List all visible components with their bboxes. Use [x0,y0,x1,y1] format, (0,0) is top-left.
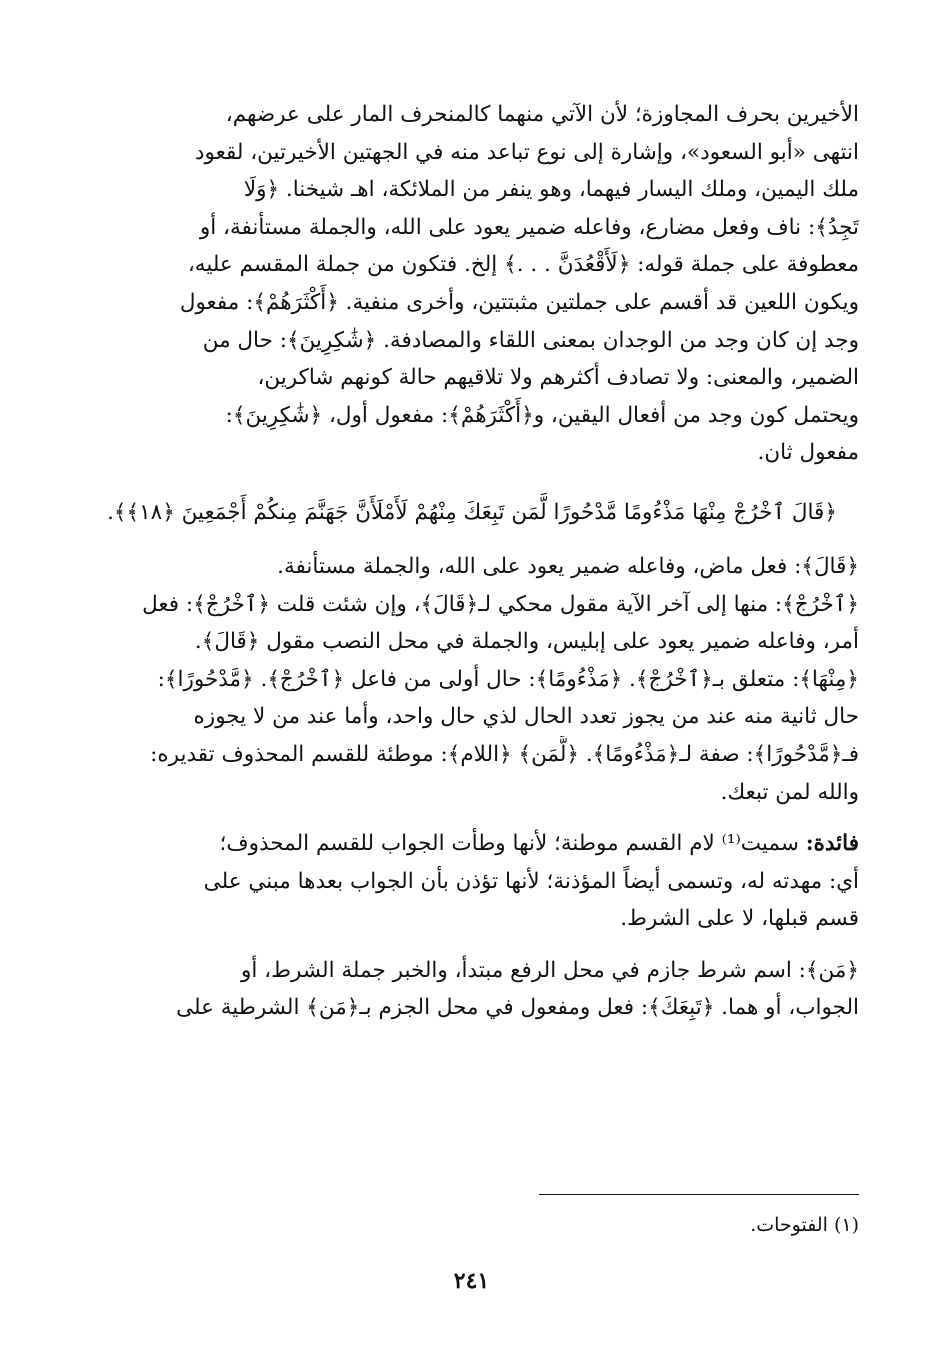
text-line: معطوفة على جملة قوله: ﴿لَأَقْعُدَنَّ . . .﴾ إلخ. فتكون من جملة المقسم عليه، [187,252,859,278]
footnote-divider [539,1194,859,1195]
text-line: أمر، وفاعله ضمير يعود على إبليس، والجملة في محل النصب مقول ﴿قَالَ﴾. [194,629,859,655]
text-line: ﴿مَن﴾: اسم شرط جازم في محل الرفع مبتدأ، والخبر جملة الشرط، أو [240,957,859,983]
quran-verse: ﴿قَالَ ٱخْرُجْ مِنْهَا مَذْءُومًا مَّدْحُورًا لَّمَن تَبِعَكَ مِنْهُمْ لَأَمْلَأَنَّ جَهَنَّمَ مِنكُمْ أَجْمَعِينَ ﴿١٨﴾﴾. [107,499,837,525]
text-line: الأخيرين بحرف المجاوزة؛ لأن الآتي منهما كالمنحرف المار على عرضهم، [225,102,859,127]
paragraph-1 [85,96,859,472]
footnote: (١) الفتوحات. [750,1214,859,1236]
text-line [85,825,859,863]
text-line: ويحتمل كون وجد من أفعال اليقين، و﴿أَكْثَرَهُمْ﴾: مفعول أول، ﴿شَٰكِرِينَ﴾: [225,402,859,428]
text-line: ملك اليمين، وملك اليسار فيهما، وهو ينفر من الملائكة، اهـ شيخنا. ﴿وَلَا [243,177,859,203]
faida-label: فائدة: [805,831,859,857]
paragraph-2 [85,548,859,811]
text-line: والله لمن تبعك. [720,779,859,805]
text-line: وجد إن كان وجد من الوجدان بمعنى اللقاء والمصادفة. ﴿شَٰكِرِينَ﴾: حال من [202,327,859,353]
faida-paragraph [85,825,859,938]
text-line: ويكون اللعين قد أقسم على جملتين مثبتتين، وأخرى منفية. ﴿أَكْثَرَهُمْ﴾: مفعول [179,289,859,315]
text-line: حال ثانية منه عند من يجوز تعدد الحال لذي حال واحد، وأما عند من لا يجوزه [193,704,859,730]
text-line: تَجِدُ﴾: ناف وفعل مضارع، وفاعله ضمير يعود على الله، والجملة مستأنفة، أو [199,214,859,240]
faida-text: سميت⁽¹⁾ لام القسم موطنة؛ لأنها وطأت الجواب للقسم المحذوف؛ [219,831,799,857]
page-body [85,96,859,1027]
text-line: مفعول ثان. [757,440,859,466]
text-line: الجواب، أو هما. ﴿تَبِعَكَ﴾: فعل ومفعول في محل الجزم بـ﴿مَن﴾ الشرطية على [176,995,859,1021]
text-line: ﴿مِنْهَا﴾: متعلق بـ﴿ٱخْرُجْ﴾. ﴿مَذْءُومًا﴾: حال أولى من فاعل ﴿ٱخْرُجْ﴾. ﴿مَّدْحُورًا﴾: [157,666,859,692]
text-line: ﴿قَالَ﴾: فعل ماض، وفاعله ضمير يعود على الله، والجملة مستأنفة. [277,553,859,579]
page-number: ٢٤١ [453,1268,490,1294]
text-line: الضمير، والمعنى: ولا تصادف أكثرهم ولا تلاقيهم حالة كونهم شاكرين، [257,365,859,391]
text-line: قسم قبلها، لا على الشرط. [620,906,859,932]
text-line: أي: مهدته له، وتسمى أيضاً المؤذنة؛ لأنها تؤذن بأن الجواب بعدها مبني على [203,868,859,894]
text-line: انتهى «أبو السعود»، وإشارة إلى نوع تباعد منه في الجهتين الأخيرتين، لقعود [194,139,859,165]
paragraph-3 [85,952,859,1027]
text-line: فـ﴿مَّدْحُورًا﴾: صفة لـ﴿مَذْءُومًا﴾. ﴿لَّمَن﴾ ﴿اللام﴾: موطئة للقسم المحذوف تقديره: [150,741,859,767]
text-line: ﴿ٱخْرُجْ﴾: منها إلى آخر الآية مقول محكي لـ﴿قَالَ﴾، وإن شئت قلت ﴿ٱخْرُجْ﴾: فعل [142,591,859,617]
